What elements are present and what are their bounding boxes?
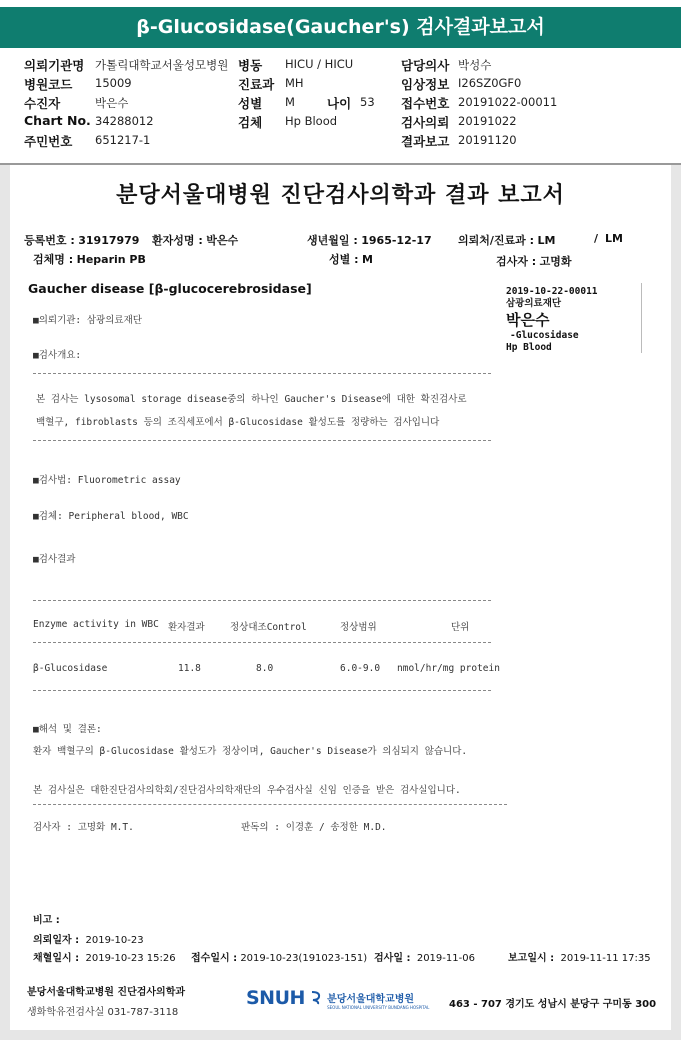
stamp-lab: 삼광의료재단 bbox=[506, 298, 562, 309]
age-label: 나이 bbox=[327, 96, 352, 111]
ward-label: 병동 bbox=[238, 58, 263, 73]
specimen-line: ■검체: Peripheral blood, WBC bbox=[33, 511, 189, 522]
overview-line-1: 본 검사는 lysosomal storage disease중의 하나인 Gaucher's Disease에 대한 확진검사로 bbox=[36, 394, 467, 405]
hospital-address: 463 - 707 경기도 성남시 분당구 구미동 300 bbox=[449, 999, 657, 1010]
stamp-specimen: Hp Blood bbox=[506, 342, 552, 353]
request-info-panel bbox=[0, 54, 681, 164]
request-date-label: 검사의뢰 bbox=[401, 115, 450, 130]
section-divider bbox=[0, 163, 681, 165]
request-date-value: 20191022 bbox=[458, 114, 517, 128]
institution-label: 의뢰기관명 bbox=[24, 58, 85, 73]
report-title-bar: β-Glucosidase(Gaucher's) 검사결과보고서 bbox=[0, 7, 681, 48]
chart-no-label: Chart No. bbox=[24, 113, 91, 128]
birth-date bbox=[307, 232, 432, 248]
collection-label: 채혈일시 : bbox=[33, 953, 80, 964]
reviewer-line: 판독의 : 이경훈 / 송정한 M.D. bbox=[241, 822, 387, 833]
hospital-emblem-icon bbox=[310, 990, 322, 1006]
note-label bbox=[33, 911, 60, 926]
chart-no-value: 34288012 bbox=[95, 114, 154, 128]
clinical-info-label: 임상정보 bbox=[401, 77, 450, 92]
collection-value: 2019-10-23 15:26 bbox=[85, 953, 176, 964]
ssn-value: 651217-1 bbox=[95, 133, 151, 147]
dept-label: 진료과 bbox=[238, 77, 275, 92]
reg-no-value: 31917979 bbox=[78, 234, 140, 247]
hospital-code-label: 병원코드 bbox=[24, 77, 73, 92]
institution-line: ■의뢰기관: 삼광의료재단 bbox=[33, 315, 142, 326]
table-cell: 11.8 bbox=[178, 663, 201, 674]
test-date-value: 2019-11-06 bbox=[416, 953, 475, 964]
dept-value: MH bbox=[285, 76, 304, 90]
referring-dept-value-2: LM bbox=[605, 232, 623, 245]
dashed-rule bbox=[33, 440, 491, 441]
page-margin-left bbox=[0, 165, 10, 1040]
request-date bbox=[33, 931, 144, 946]
patient-label: 수진자 bbox=[24, 96, 61, 111]
specimen-value: Hp Blood bbox=[285, 114, 338, 128]
table-cell: 8.0 bbox=[256, 663, 274, 674]
tester-value: 고명화 bbox=[539, 255, 572, 268]
test-date-label: 검사일 : bbox=[374, 953, 411, 964]
logo-english-name: SEOUL NATIONAL UNIVERSITY BUNDANG HOSPITAL bbox=[327, 1004, 430, 1010]
note-label-text: 비고 : bbox=[33, 915, 60, 926]
logo-korean-name: 분당서울대학교병원 bbox=[327, 993, 415, 1005]
ssn-label: 주민번호 bbox=[24, 134, 73, 149]
referring-dept-label: 의뢰처/진료과 : bbox=[458, 234, 535, 247]
referring-dept-separator: / bbox=[594, 232, 599, 245]
lab-report-title: 분당서울대병원 진단검사의학과 결과 보고서 bbox=[116, 183, 565, 208]
institution-value: 가톨릭대학교서울성모병원 bbox=[95, 58, 229, 72]
report-date-value: 20191120 bbox=[458, 133, 517, 147]
page-margin-right bbox=[671, 165, 681, 1040]
stamp-patient: 박은수 bbox=[506, 311, 550, 329]
table-header: 정상대조Control bbox=[230, 622, 307, 633]
birth-date-label: 생년월일 : bbox=[307, 234, 358, 247]
dept-name: 분당서울대학교병원 진단검사의학과 bbox=[27, 987, 186, 998]
sex-label: 성별 bbox=[238, 96, 263, 111]
disease-heading: Gaucher disease [β-glucocerebrosidase] bbox=[28, 281, 312, 296]
logo-wordmark: SNUH bbox=[246, 987, 305, 1009]
table-header: 정상범위 bbox=[340, 622, 377, 633]
test-date bbox=[374, 949, 475, 964]
report-time-label: 보고일시 : bbox=[508, 953, 555, 964]
reg-no bbox=[24, 232, 139, 248]
doctor-value: 박성수 bbox=[458, 58, 492, 72]
birth-date-value: 1965-12-17 bbox=[361, 234, 432, 247]
patient-sex-value: M bbox=[361, 253, 373, 266]
overview-line-2: 백혈구, fibroblasts 등의 조직세포에서 β-Glucosidase 활성도를 정량하는 검사입니다 bbox=[36, 417, 440, 428]
patient-name-value: 박은수 bbox=[206, 234, 239, 247]
hospital-logo bbox=[246, 987, 429, 1010]
method-line: ■검사법: Fluorometric assay bbox=[33, 475, 181, 486]
table-cell: 6.0-9.0 bbox=[340, 663, 381, 674]
reg-no-label: 등록번호 : bbox=[24, 234, 75, 247]
received-time bbox=[191, 949, 367, 964]
patient-name bbox=[152, 232, 238, 248]
sex-value: M bbox=[285, 95, 295, 109]
dashed-rule bbox=[33, 690, 491, 691]
table-cell: nmol/hr/mg protein bbox=[397, 663, 500, 674]
clinical-info-value: I26SZ0GF0 bbox=[458, 76, 522, 90]
specimen-name bbox=[33, 251, 146, 267]
page-margin-bottom bbox=[0, 1030, 681, 1040]
lab-phone: 생화학유전검사실 031-787-3118 bbox=[27, 1007, 179, 1018]
doctor-label: 담당의사 bbox=[401, 58, 450, 73]
accession-value: 20191022-00011 bbox=[458, 95, 558, 109]
specimen-label: 검체 bbox=[238, 115, 263, 130]
report-time-value: 2019-11-11 17:35 bbox=[560, 953, 651, 964]
specimen-name-value: Heparin PB bbox=[76, 253, 146, 266]
table-header: 환자결과 bbox=[168, 622, 205, 633]
patient-value: 박은수 bbox=[95, 96, 129, 110]
referring-dept-2 bbox=[594, 232, 623, 245]
received-value: 2019-10-23(191023-151) bbox=[240, 953, 368, 964]
received-label: 접수일시 : bbox=[191, 953, 238, 964]
interpretation-heading: ■해석 및 결론: bbox=[33, 724, 102, 735]
dashed-rule bbox=[33, 373, 491, 374]
report-date-label: 결과보고 bbox=[401, 134, 450, 149]
age-value: 53 bbox=[360, 95, 375, 109]
interpretation-line: 환자 백혈구의 β-Glucosidase 활성도가 정상이며, Gaucher's Disease가 의심되지 않습니다. bbox=[33, 746, 468, 757]
referring-dept-value: LM bbox=[537, 234, 556, 247]
referring-dept bbox=[458, 232, 555, 248]
patient-name-label: 환자성명 : bbox=[152, 234, 203, 247]
stamp-border bbox=[641, 283, 642, 353]
collection-time bbox=[33, 949, 176, 964]
dashed-rule bbox=[33, 642, 491, 643]
dashed-rule bbox=[33, 804, 507, 805]
accession-label: 접수번호 bbox=[401, 96, 450, 111]
request-date-value-text: 2019-10-23 bbox=[85, 935, 144, 946]
table-header: 단위 bbox=[451, 622, 470, 633]
stamp-accession: 2019-10-22-00011 bbox=[506, 286, 598, 297]
ward-value: HICU / HICU bbox=[285, 57, 354, 71]
patient-sex-label: 성별 : bbox=[329, 253, 359, 266]
tester-label: 검사자 : bbox=[496, 255, 537, 268]
examiner-line: 검사자 : 고명화 M.T. bbox=[33, 822, 134, 833]
specimen-name-label: 검체명 : bbox=[33, 253, 74, 266]
certification-line: 본 검사실은 대한진단검사의학회/진단검사의학재단의 우수검사실 신임 인증을 받은 검사실입니다. bbox=[33, 785, 461, 796]
report-time bbox=[508, 949, 651, 964]
overview-heading: ■검사개요: bbox=[33, 350, 82, 361]
patient-sex bbox=[329, 251, 373, 267]
dashed-rule bbox=[33, 600, 491, 601]
tester bbox=[496, 253, 572, 269]
request-date-label-text: 의뢰일자 : bbox=[33, 935, 80, 946]
specimen-stamp bbox=[506, 286, 598, 354]
result-heading: ■검사결과 bbox=[33, 554, 76, 565]
table-header: Enzyme activity in WBC bbox=[33, 619, 159, 630]
stamp-test: -Glucosidase bbox=[510, 330, 579, 341]
hospital-code-value: 15009 bbox=[95, 76, 132, 90]
table-cell: β-Glucosidase bbox=[33, 663, 108, 674]
